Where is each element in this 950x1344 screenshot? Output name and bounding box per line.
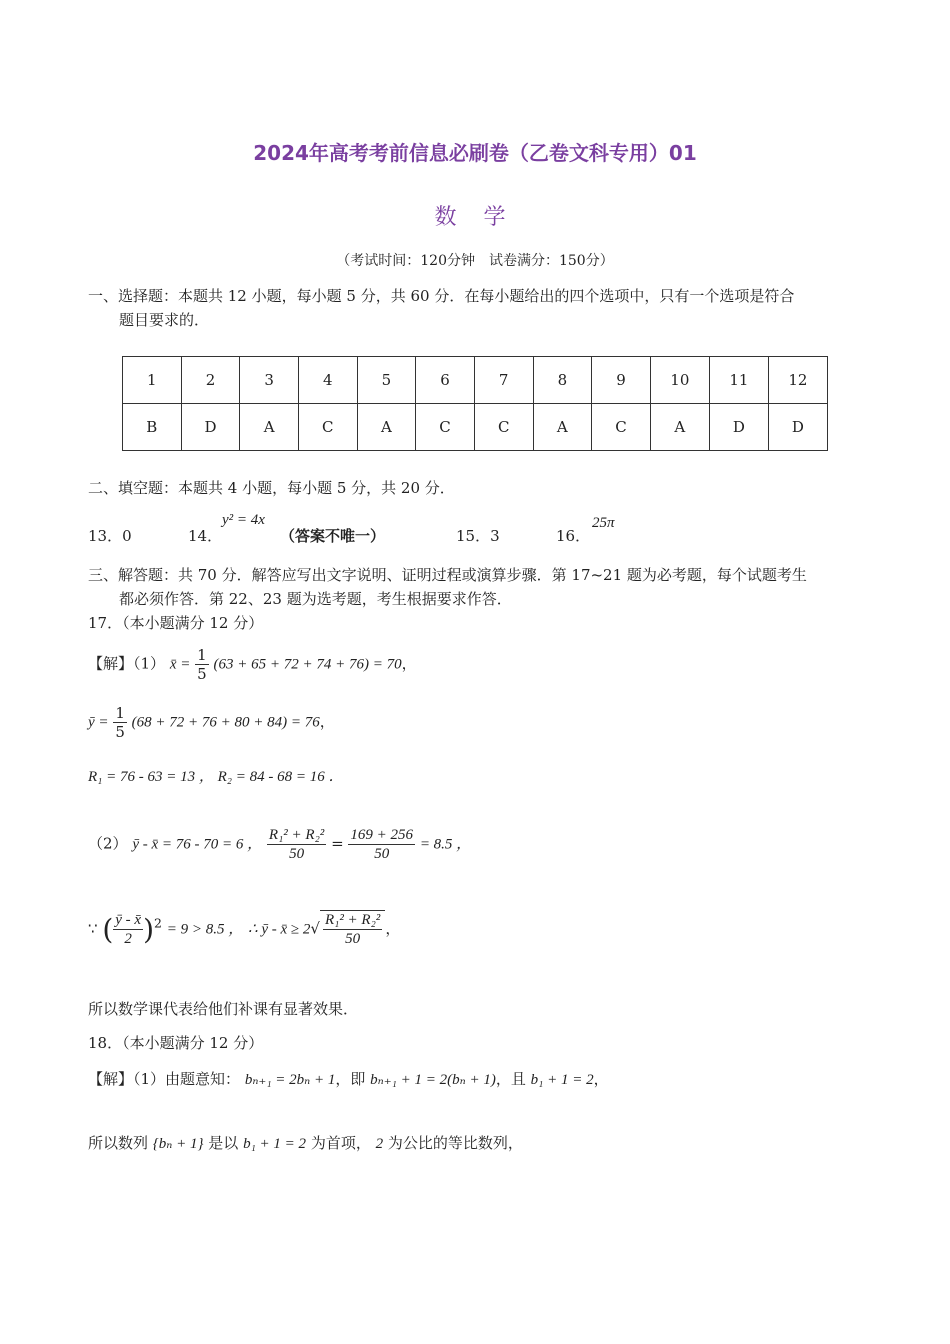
table-cell: 9 <box>592 357 651 404</box>
table-cell: 4 <box>298 357 357 404</box>
q17-xbar-line: 【解】（1） x̄ = $\frac{1}{5}$ (63 + 65 + 72 + 74 + 76) = 70， <box>88 646 417 683</box>
table-row <box>123 357 828 404</box>
q17-ybar-line: ȳ = $\frac{1}{5}$ (68 + 72 + 76 + 80 + 84) = 76， <box>88 704 335 741</box>
fraction: $\frac{169 + 256}{50}$ <box>350 827 414 862</box>
exam-info: （考试时间：120分钟 试卷满分：150分） <box>336 253 614 269</box>
q18-label: 18．（本小题满分 12 分） <box>88 1034 264 1052</box>
answer-14-label: 14． <box>188 527 223 545</box>
table-cell: 11 <box>709 357 768 404</box>
table-cell: 10 <box>650 357 709 404</box>
table-cell: C <box>298 404 357 451</box>
table-cell: A <box>357 404 416 451</box>
q17-part2-line: （2） ȳ - x̄ = 76 - 70 = 6 ， $\frac{\text{R₁² + R₂²}}{50}$ = $\frac{169 + 256}{50}$ = 8.5 ， <box>88 827 472 862</box>
table-cell: 5 <box>357 357 416 404</box>
answer-14-note: （答案不唯一） <box>280 527 386 545</box>
q18-line2: 所以数列 {bₙ + 1} 是以 b₁ + 1 = 2 为首项， 2 为公比的等比数列， <box>88 1134 523 1152</box>
table-cell: 3 <box>240 357 299 404</box>
table-cell: A <box>240 404 299 451</box>
q18-line1: 【解】（1）由题意知： bₙ₊₁ = 2bₙ + 1，即 bₙ₊₁ + 1 = 2(bₙ + 1)，且 b₁ + 1 = 2， <box>88 1070 609 1088</box>
subject-title: 数 学 <box>434 205 516 230</box>
q17-because-line: ∵ ( $\frac{ȳ - x̄}{2}$ )$^2$ = 9 > 8.5 ， ∴ ȳ - x̄ ≥ 2√ $\frac{\text{R₁² + R₂²}}{50}$ ， <box>88 912 401 947</box>
section3-heading: 三、解答题：共 70 分．解答应写出文字说明、证明过程或演算步骤．第 17~21 题为必考题，每个试题考生 都必须作答．第 22、23 题为选考题，考生根据要求作答． <box>88 566 807 608</box>
section2-heading: 二、填空题：本题共 4 小题，每小题 5 分，共 20 分． <box>88 479 455 497</box>
answer-16-label: 16． <box>556 527 591 545</box>
fraction: $\frac{\text{R₁² + R₂²}}{50}$ <box>324 912 381 947</box>
answer-13: 13．0 <box>88 527 132 545</box>
answer-table <box>122 356 828 451</box>
fraction: $\frac{\text{R₁² + R₂²}}{50}$ <box>268 827 325 862</box>
table-cell: 1 <box>123 357 182 404</box>
answer-15: 15．3 <box>456 527 500 545</box>
table-cell: D <box>709 404 768 451</box>
q17-label: 17．（本小题满分 12 分） <box>88 614 264 632</box>
table-cell: 6 <box>416 357 475 404</box>
answer-16-expr: 25π <box>592 515 615 531</box>
table-cell: A <box>533 404 592 451</box>
table-cell: C <box>416 404 475 451</box>
page-title: 2024年高考考前信息必刷卷（乙卷文科专用）01 <box>253 141 697 165</box>
solution-tag: 【解】（1） <box>88 654 166 673</box>
solution-tag: 【解】（1）由题意知： <box>88 1070 241 1088</box>
answer-14-expr: y² = 4x <box>222 512 265 528</box>
section1-heading: 一、选择题：本题共 12 小题，每小题 5 分，共 60 分．在每小题给出的四个选项中，只有一个选项是符合 题目要求的． <box>88 287 795 329</box>
table-cell: A <box>650 404 709 451</box>
table-cell: B <box>123 404 182 451</box>
table-cell: 7 <box>474 357 533 404</box>
fraction: $\frac{ȳ - x̄}{2}$ <box>115 912 142 947</box>
table-cell: 12 <box>768 357 827 404</box>
table-cell: C <box>474 404 533 451</box>
table-row <box>123 404 828 451</box>
table-cell: 2 <box>181 357 240 404</box>
q17-conclusion: 所以数学课代表给他们补课有显著效果． <box>88 1000 359 1018</box>
fraction: $\frac{1}{5}$ <box>115 704 125 741</box>
table-cell: D <box>181 404 240 451</box>
table-cell: C <box>592 404 651 451</box>
q17-r-line: R₁ = 76 - 63 = 13 ， R₂ = 84 - 68 = 16 ． <box>88 769 344 785</box>
fraction: $\frac{1}{5}$ <box>197 646 207 683</box>
table-cell: 8 <box>533 357 592 404</box>
table-cell: D <box>768 404 827 451</box>
